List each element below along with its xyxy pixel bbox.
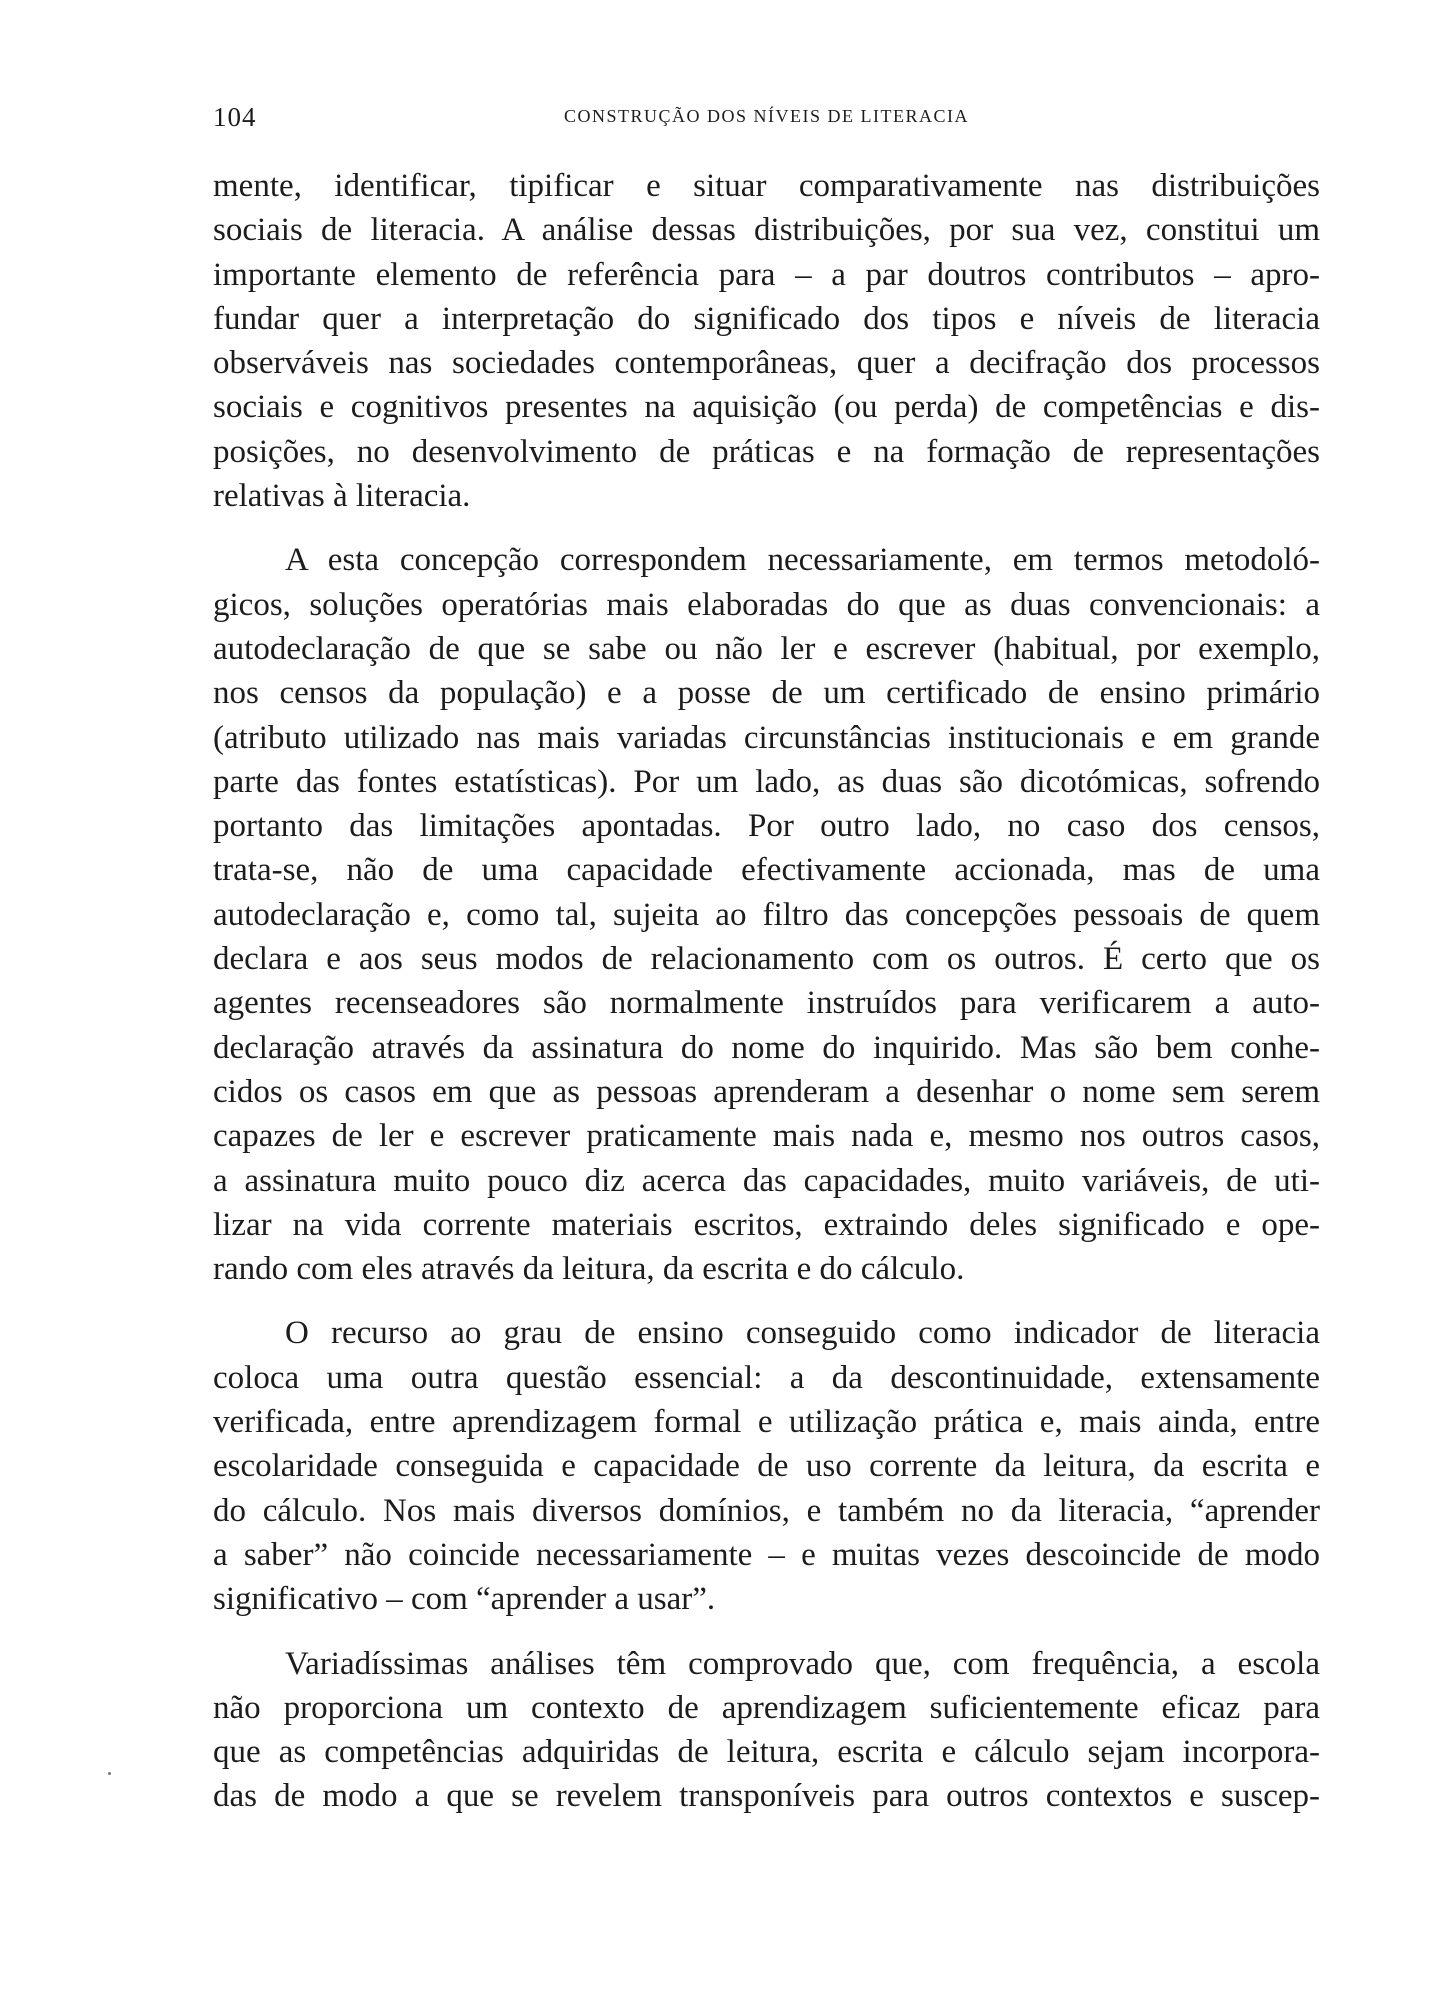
text-line: relativas à literacia.	[213, 478, 471, 515]
text-line: a assinatura muito pouco diz acerca das capacidades, muito variáveis, de uti-	[213, 1162, 1320, 1199]
text-line: cidos os casos em que as pessoas aprenderam a desenhar o nome sem serem	[213, 1073, 1320, 1110]
text-line: posições, no desenvolvimento de práticas e na formação de representações	[213, 433, 1320, 470]
running-head	[213, 102, 1320, 132]
margin-speck	[108, 1772, 111, 1775]
text-line: verificada, entre aprendizagem formal e utilização prática e, mais ainda, entre	[213, 1404, 1320, 1441]
text-line: gicos, soluções operatórias mais elaboradas do que as duas convencionais: a	[213, 586, 1320, 623]
paragraph-4	[213, 1642, 1320, 1819]
text-line: capazes de ler e escrever praticamente mais nada e, mesmo nos outros casos,	[213, 1118, 1320, 1155]
text-line: Variadíssimas análises têm comprovado que, com frequência, a escola	[285, 1645, 1320, 1682]
text-line: fundar quer a interpretação do significado dos tipos e níveis de literacia	[213, 300, 1320, 337]
text-line: que as competências adquiridas de leitura, escrita e cálculo sejam incorpora-	[213, 1734, 1320, 1771]
text-line: sociais e cognitivos presentes na aquisição (ou perda) de competências e dis-	[213, 389, 1320, 426]
text-line: sociais de literacia. A análise dessas distribuições, por sua vez, constitui um	[213, 212, 1320, 249]
text-line: trata-se, não de uma capacidade efectivamente accionada, mas de uma	[213, 852, 1320, 889]
text-line: parte das fontes estatísticas). Por um lado, as duas são dicotómicas, sofrendo	[213, 763, 1320, 800]
text-line: mente, identificar, tipificar e situar comparativamente nas distribuições	[213, 168, 1320, 204]
text-line: importante elemento de referência para – a par doutros contributos – apro-	[213, 256, 1320, 293]
text-line: do cálculo. Nos mais diversos domínios, e também no da literacia, “aprender	[213, 1492, 1320, 1529]
text-line: autodeclaração e, como tal, sujeita ao filtro das concepções pessoais de quem	[213, 896, 1320, 933]
text-line: (atributo utilizado nas mais variadas circunstâncias institucionais e em grande	[213, 719, 1320, 756]
text-line: autodeclaração de que se sabe ou não ler e escrever (habitual, por exemplo,	[213, 630, 1320, 667]
text-line: agentes recenseadores são normalmente instruídos para verificarem a auto-	[213, 985, 1320, 1022]
text-line: coloca uma outra questão essencial: a da descontinuidade, extensamente	[213, 1359, 1320, 1396]
page-number: 104	[213, 102, 257, 132]
text-line: significativo – com “aprender a usar”.	[213, 1581, 716, 1618]
text-line: observáveis nas sociedades contemporâneas, quer a decifração dos processos	[213, 345, 1320, 382]
text-line: A esta concepção correspondem necessariamente, em termos metodoló-	[285, 542, 1320, 579]
text-line: não proporciona um contexto de aprendizagem suficientemente eficaz para	[213, 1689, 1320, 1726]
text-line: lizar na vida corrente materiais escritos, extraindo deles significado e ope-	[213, 1206, 1320, 1243]
text-line: portanto das limitações apontadas. Por outro lado, no caso dos censos,	[213, 808, 1320, 845]
text-line: a saber” não coincide necessariamente – e muitas vezes descoincide de modo	[213, 1536, 1320, 1573]
running-title: CONSTRUÇÃO DOS NÍVEIS DE LITERACIA	[564, 106, 969, 126]
text-line: O recurso ao grau de ensino conseguido como indicador de literacia	[285, 1315, 1320, 1352]
paragraph-2	[213, 538, 1320, 1291]
text-line: nos censos da população) e a posse de um certificado de ensino primário	[213, 675, 1320, 712]
text-line: declaração através da assinatura do nome do inquirido. Mas são bem conhe-	[213, 1029, 1320, 1066]
text-line: rando com eles através da leitura, da escrita e do cálculo.	[213, 1251, 965, 1288]
paragraph-1	[213, 164, 1320, 518]
text-line: escolaridade conseguida e capacidade de uso corrente da leitura, da escrita e	[213, 1448, 1320, 1485]
text-line: declara e aos seus modos de relacionamento com os outros. É certo que os	[213, 941, 1320, 978]
text-line: das de modo a que se revelem transponíveis para outros contextos e suscep-	[213, 1778, 1320, 1815]
paragraph-3	[213, 1311, 1320, 1621]
body-text	[213, 164, 1320, 1819]
